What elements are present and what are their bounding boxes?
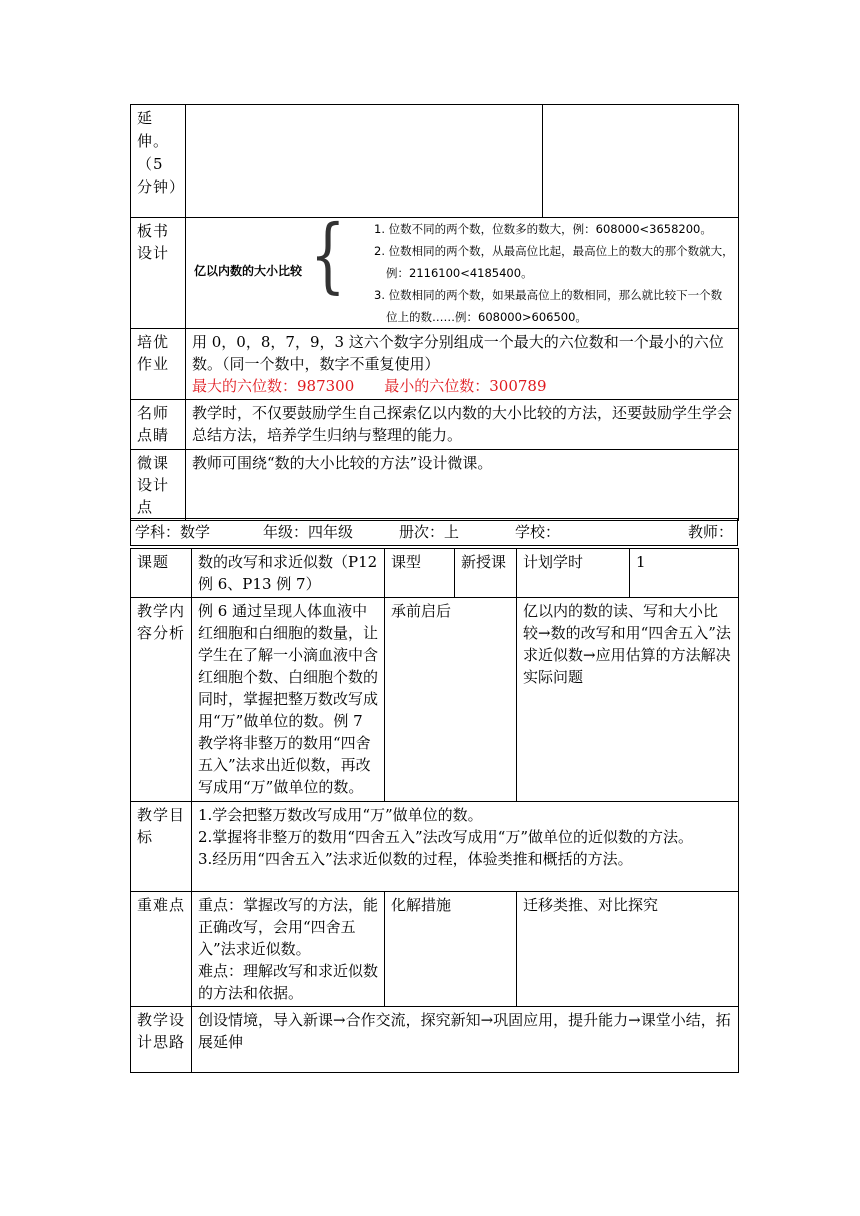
homework-label: 培优作业 [131,329,186,400]
board-point-2-example: 例：2116100<4185400。 [386,266,533,280]
context-text: 亿以内的数的读、写和大小比较→数的改写和用“四舍五入”法求近似数→应用估算的方法解决实际问题 [517,598,739,802]
extension-content-cell [186,105,543,218]
goal-item: 3.经历用“四舍五入”法求近似数的过程，体验类推和概括的方法。 [198,850,633,868]
design-text: 创设情境，导入新课→合作交流，探究新知→巩固应用，提升能力→课堂小结，拓展延伸 [192,1007,739,1073]
key-point-text: 重点：掌握改写的方法，能正确改写，会用“四舍五入”法求近似数。 [198,896,379,958]
difficulty-text: 难点：理解改写和求近似数的方法和依据。 [198,962,379,1002]
info-bar [130,518,738,546]
teacher-field: 教师： [687,523,733,541]
goal-item: 2.掌握将非整万的数用“四舍五入”法改写成用“万”做单位的近似数的方法。 [198,828,693,846]
teacher-tips-text: 教学时，不仅要鼓励学生自己探索亿以内数的大小比较的方法，还要鼓励学生学会总结方法，培养学生归纳与整理的能力。 [186,400,739,450]
hours-label: 计划学时 [517,549,630,598]
brace-icon: { [310,208,346,303]
homework-text: 用 0，0，8，7，9，3 这六个数字分别组成一个最大的六位数和一个最小的六位数。（同一个数中，数字不重复使用） [192,333,724,373]
context-label: 承前启后 [385,598,517,802]
type-label: 课型 [385,549,455,598]
homework-answer: 最大的六位数：987300 最小的六位数：300789 [192,377,547,395]
extension-side-cell [543,105,739,218]
extension-label: 延伸。（5分钟） [131,105,186,218]
micro-course-text: 教师可围绕“数的大小比较的方法”设计微课。 [186,450,739,521]
info-bar-cell [131,519,738,546]
micro-course-label: 微课设计点 [131,450,186,521]
goals-cell [192,802,739,892]
hours-value: 1 [630,549,739,598]
content-analysis-text: 例 6 通过呈现人体血液中红细胞和白细胞的数量，让学生在了解一小滴血液中含红细胞个数、白细胞个数的同时，掌握把整万数改写成用“万”做单位的数。例 7 教学将非整万的数用“四舍五入”法求出近似数，再改写成用“万”做单位的数。 [192,598,385,802]
key-points-cell [192,892,385,1007]
board-design-diagram [186,208,738,328]
goal-item: 1.学会把整万数改写成用“万”做单位的数。 [198,806,483,824]
topic-label: 课题 [131,549,192,598]
board-point-3: 3. 位数相同的两个数，如果最高位上的数相同，那么就比较下一个数 [374,288,723,302]
volume-field: 册次：上 [399,523,460,541]
design-label: 教学设计思路 [131,1007,192,1073]
type-value: 新授课 [455,549,517,598]
subject-field: 学科：数学 [135,523,211,541]
board-design-label: 板书设计 [131,218,186,329]
school-field: 学校： [515,523,561,541]
top-lesson-table [130,104,739,521]
board-point-1: 1. 位数不同的两个数，位数多的数大，例：608000<3658200。 [374,222,712,236]
goals-label: 教学目标 [131,802,192,892]
measures-label: 化解措施 [385,892,517,1007]
key-points-label: 重难点 [131,892,192,1007]
board-design-title: 亿以内数的大小比较 [194,264,303,278]
teacher-tips-label: 名师点睛 [131,400,186,450]
measures-text: 迁移类推、对比探究 [517,892,739,1007]
board-design-cell [186,208,739,329]
board-point-2: 2. 位数相同的两个数，从最高位比起，最高位上的数大的那个数就大， [374,244,734,258]
board-point-3-example: 位上的数……例：608000>606500。 [386,310,587,324]
homework-cell [186,329,739,400]
content-analysis-label: 教学内容分析 [131,598,192,802]
grade-field: 年级：四年级 [263,523,354,541]
topic-value: 数的改写和求近似数（P12 例 6、P13 例 7） [192,549,385,598]
lesson-plan-table [130,548,739,1073]
